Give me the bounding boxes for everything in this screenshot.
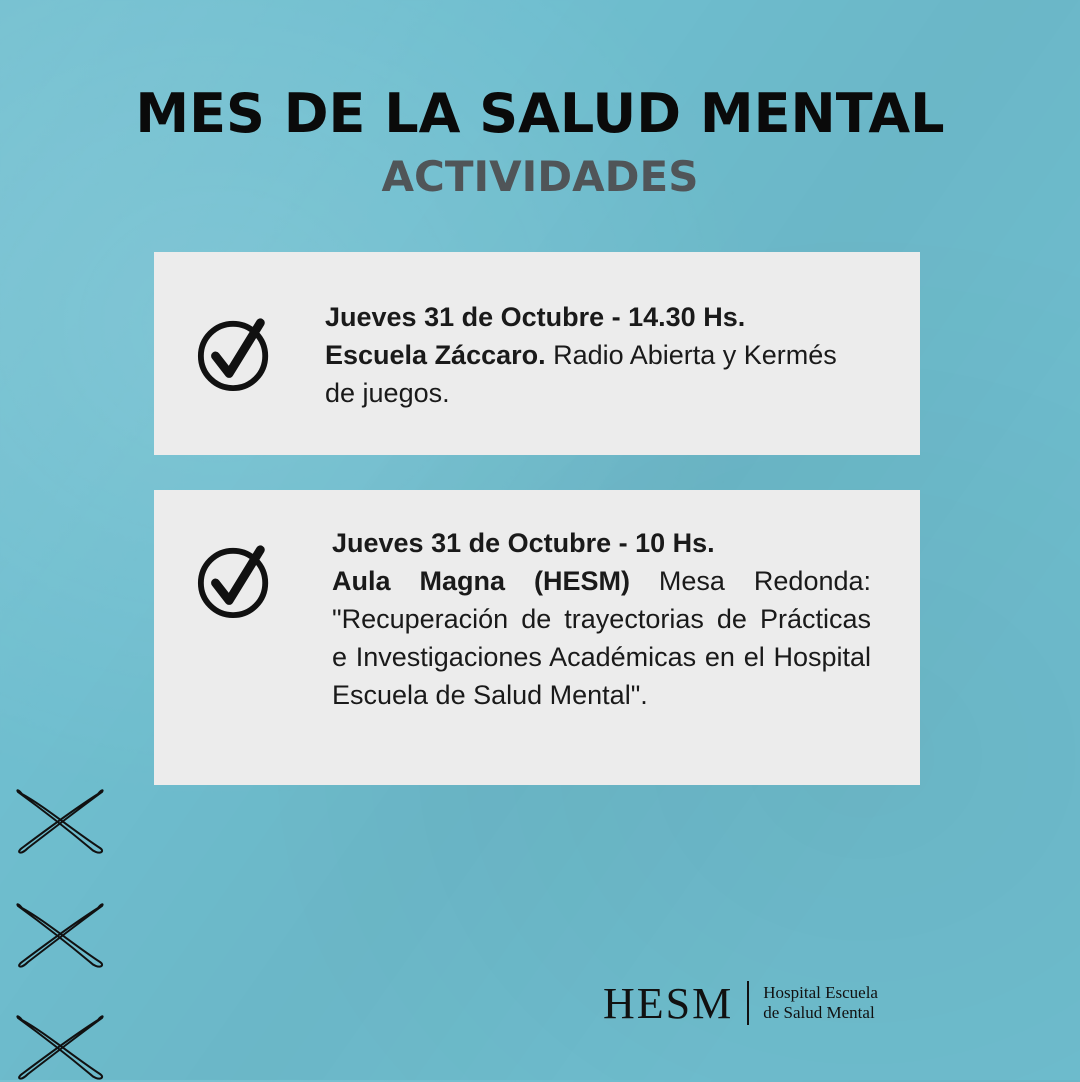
event-date-2: Jueves 31 de Octubre - 10 Hs. xyxy=(332,528,715,558)
event-place-1: Escuela Záccaro. xyxy=(325,340,546,370)
x-scribble-icon xyxy=(14,900,106,970)
check-circle-icon xyxy=(196,315,274,393)
event-text-1 xyxy=(325,298,845,412)
hesm-logo xyxy=(603,978,878,1028)
x-scribble-icon xyxy=(14,1012,106,1082)
event-description-2: Mesa Redonda: "Recuperación de trayectorias de Prácticas e Investigaciones Académicas en el Hospital Escuela de Salud Mental". xyxy=(332,566,872,710)
check-circle-icon xyxy=(196,542,274,620)
logo-divider xyxy=(747,981,749,1025)
page-subtitle: ACTIVIDADES xyxy=(381,152,699,201)
event-place-2: Aula Magna (HESM) xyxy=(332,566,630,596)
page-title: MES DE LA SALUD MENTAL xyxy=(135,82,945,145)
logo-name-line2: de Salud Mental xyxy=(763,1003,875,1022)
event-card-2 xyxy=(154,490,920,785)
event-date-1: Jueves 31 de Octubre - 14.30 Hs. xyxy=(325,302,746,332)
logo-acronym: HESM xyxy=(603,978,734,1028)
logo-fullname xyxy=(763,983,878,1023)
x-scribble-icon xyxy=(14,786,106,856)
event-description-1: Radio Abierta y Kermés de juegos. xyxy=(325,340,837,408)
logo-name-line1: Hospital Escuela xyxy=(763,983,878,1002)
event-text-2 xyxy=(332,524,871,714)
event-card-1 xyxy=(154,252,920,455)
